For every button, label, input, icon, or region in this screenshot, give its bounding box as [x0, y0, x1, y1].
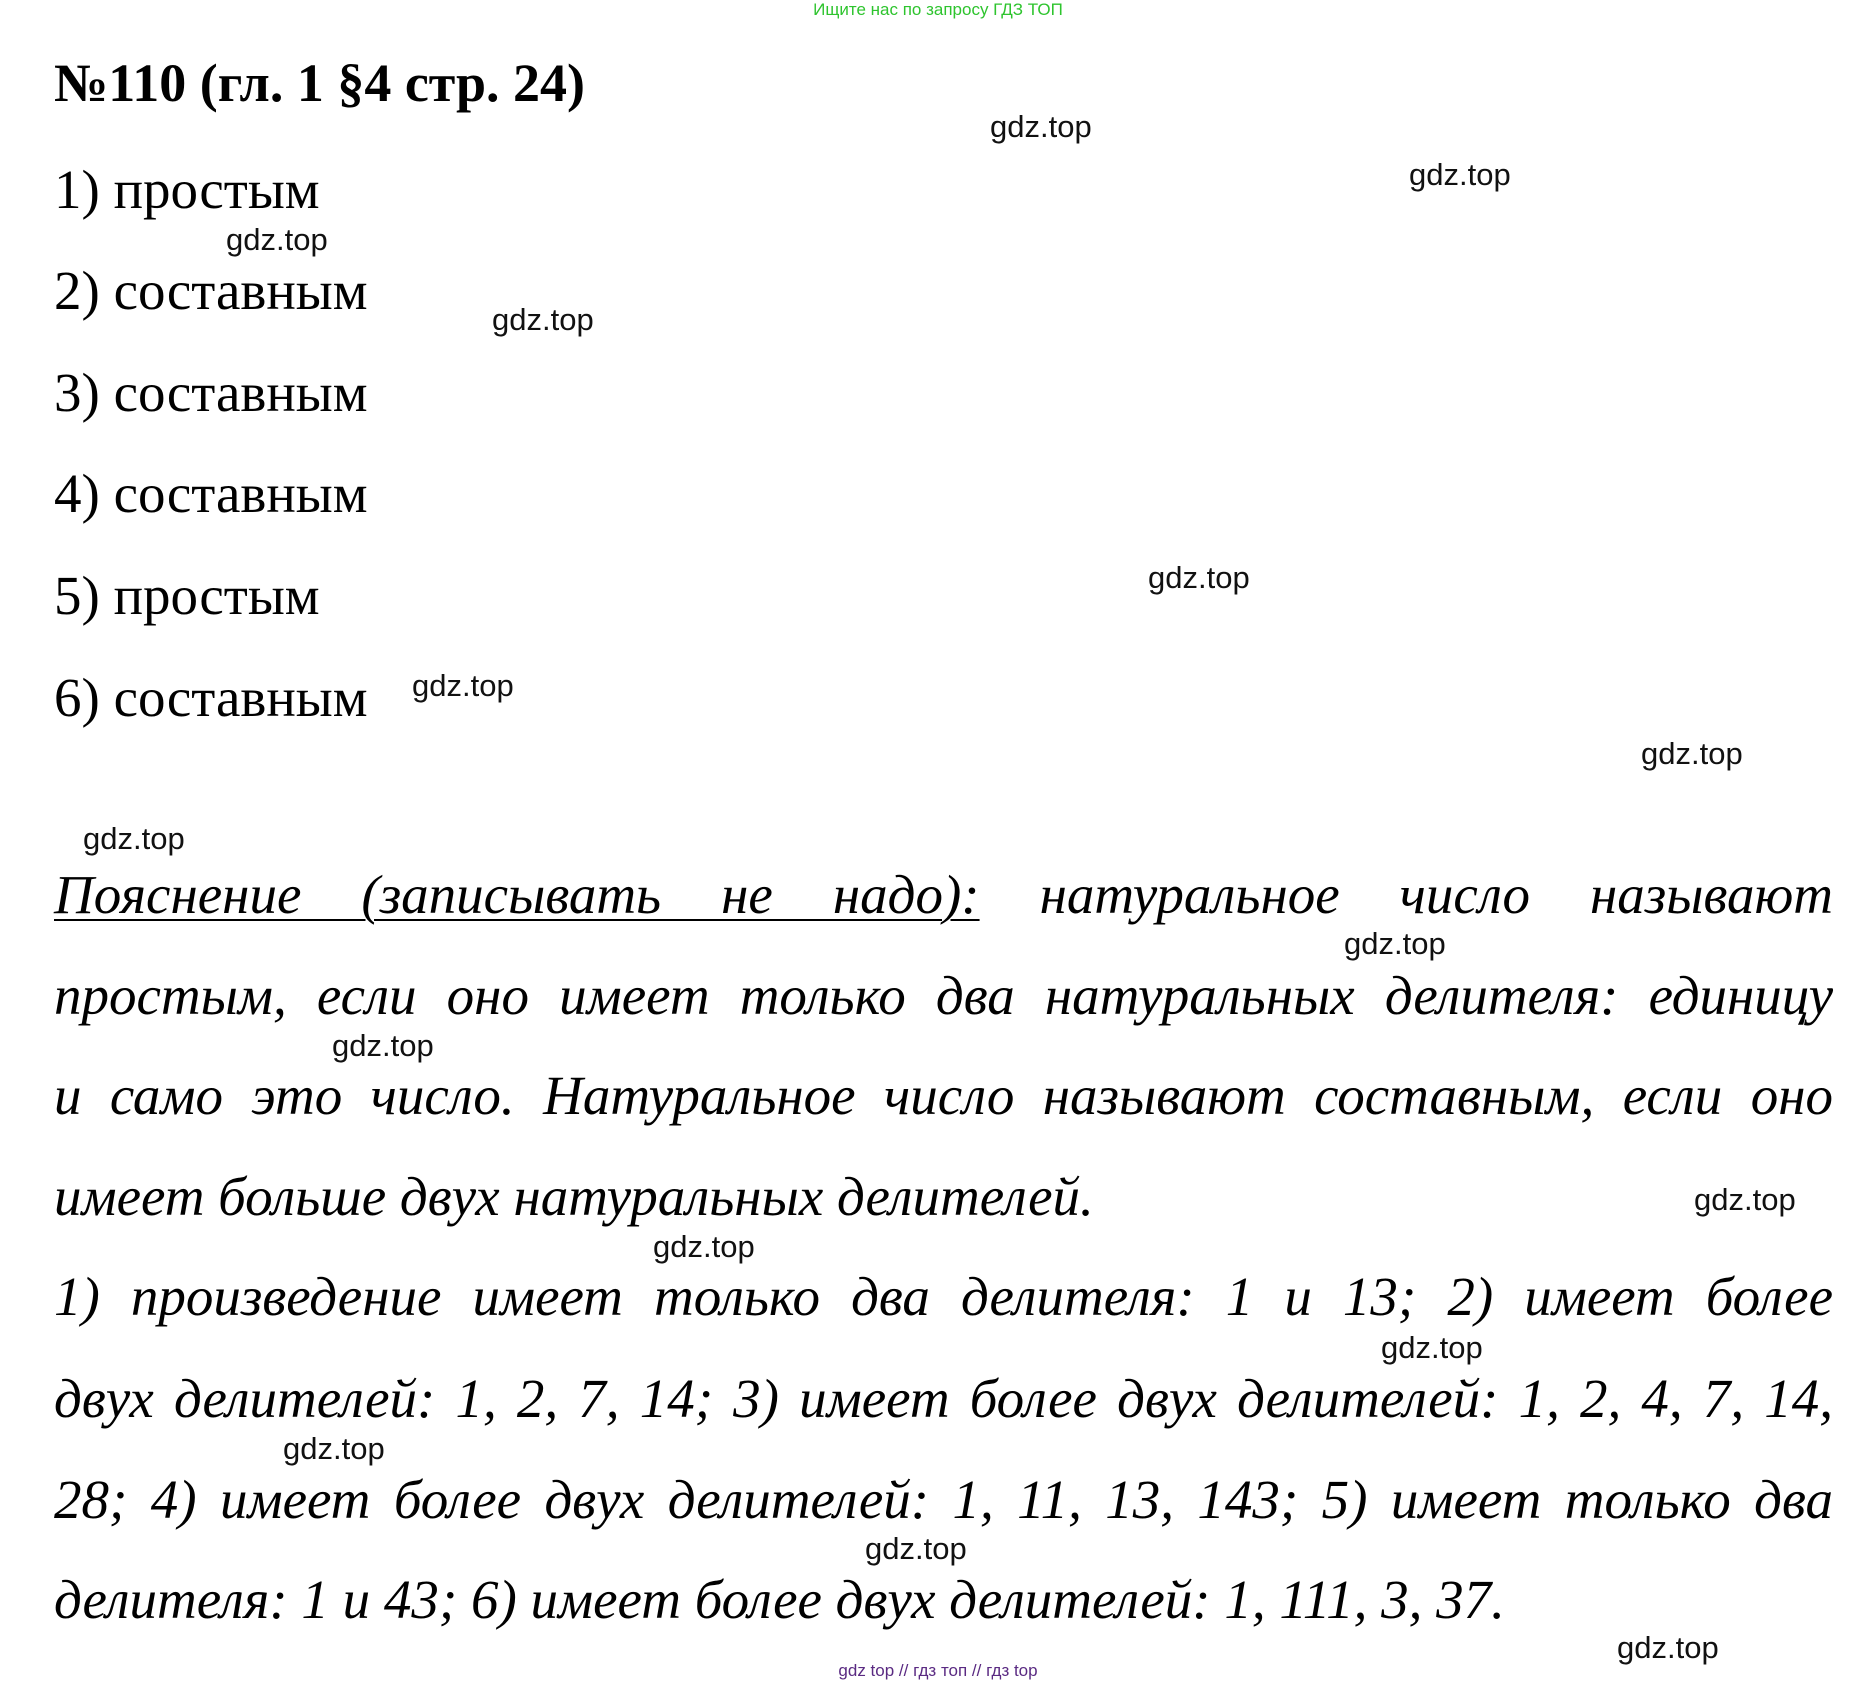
watermark: gdz.top [1694, 1182, 1796, 1217]
answer-4: 4) составным [54, 463, 368, 524]
watermark: gdz.top [1344, 926, 1446, 961]
page-title: №110 (гл. 1 §4 стр. 24) [54, 53, 586, 113]
explanation-line-4: имеет больше двух натуральных делителей. [54, 1166, 1094, 1227]
watermark: gdz.top [226, 222, 328, 257]
watermark: gdz.top [865, 1531, 967, 1566]
explanation-text: натуральное число называют [979, 864, 1833, 925]
watermark: gdz.top [1148, 560, 1250, 595]
answer-6: 6) составным [54, 667, 368, 728]
watermark: gdz.top [990, 109, 1092, 144]
watermark: gdz.top [1617, 1630, 1719, 1665]
answer-3: 3) составным [54, 362, 368, 423]
answer-2: 2) составным [54, 260, 368, 321]
explanation-line-6: двух делителей: 1, 2, 7, 14; 3) имеет более двух делителей: 1, 2, 4, 7, 14, [54, 1368, 1833, 1429]
explanation-line-8: делителя: 1 и 43; 6) имеет более двух делителей: 1, 111, 3, 37. [54, 1569, 1505, 1630]
watermark: gdz.top [492, 302, 594, 337]
watermark: gdz.top [83, 821, 185, 856]
watermark: gdz.top [653, 1229, 755, 1264]
watermark: gdz.top [283, 1431, 385, 1466]
footer-watermark-row [0, 1661, 1869, 1681]
explanation-line-1 [54, 864, 1833, 925]
watermark: gdz.top [1381, 1330, 1483, 1365]
explanation-label: Пояснение (записывать не надо): [54, 864, 980, 925]
watermark: gdz.top [332, 1028, 434, 1063]
explanation-line-2: простым, если оно имеет только два натуральных делителя: единицу [54, 965, 1833, 1026]
explanation-line-3: и само это число. Натуральное число называют составным, если оно [54, 1065, 1833, 1126]
watermark: gdz.top [1641, 736, 1743, 771]
watermark: gdz.top [412, 668, 514, 703]
answer-5: 5) простым [54, 565, 320, 626]
watermark: gdz.top [1409, 157, 1511, 192]
search-hint-banner: Ищите нас по запросу ГДЗ ТОП [813, 0, 1063, 19]
footer-watermark: gdz top // гдз топ // гдз top [838, 1661, 1038, 1680]
explanation-line-5: 1) произведение имеет только два делителя: 1 и 13; 2) имеет более [54, 1266, 1833, 1327]
answer-1: 1) простым [54, 159, 320, 220]
explanation-line-7: 28; 4) имеет более двух делителей: 1, 11, 13, 143; 5) имеет только два [54, 1469, 1833, 1530]
search-hint-banner-row [0, 0, 1869, 20]
